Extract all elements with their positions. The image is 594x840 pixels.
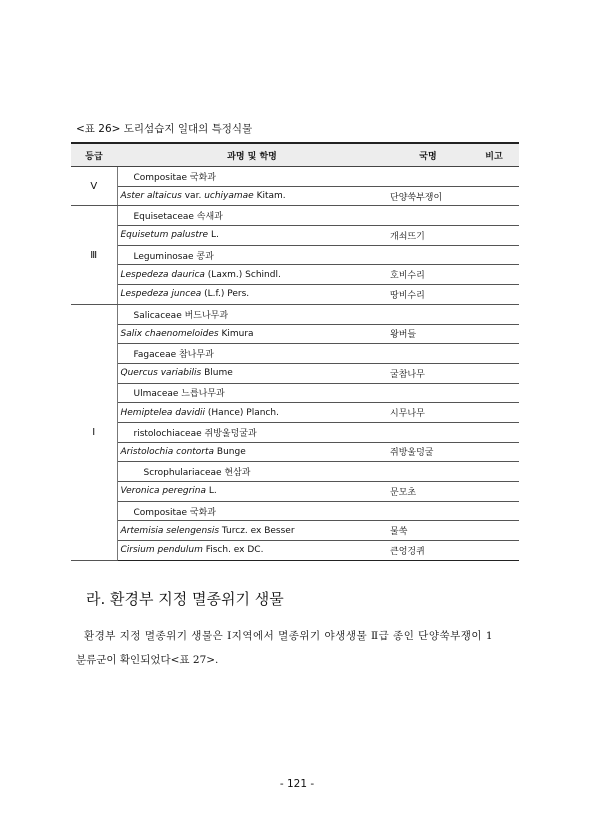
grade-cell: Ⅰ: [71, 304, 117, 560]
body-paragraph: [76, 624, 522, 672]
family-name-cell: Compositae 국화과: [117, 501, 387, 521]
family-name-cell: Ulmaceae 느릅나무과: [117, 383, 387, 403]
korean-name-cell: [387, 462, 469, 482]
korean-name-cell: [387, 383, 469, 403]
family-row: [71, 304, 519, 324]
scientific-name-cell: [117, 541, 387, 561]
korean-name-cell: [387, 501, 469, 521]
korean-name-cell: [387, 304, 469, 324]
remark-cell: [469, 265, 519, 285]
scientific-name-cell: [117, 363, 387, 383]
family-name-cell: Salicaceae 버드나무과: [117, 304, 387, 324]
author-citation: L.: [206, 486, 217, 497]
header-korean-name: 국명: [387, 143, 469, 167]
scientific-name-cell: [117, 442, 387, 462]
family-row: [71, 167, 519, 187]
korean-name-cell: [387, 245, 469, 265]
header-grade: 등급: [71, 143, 117, 167]
korean-name-cell: [387, 167, 469, 187]
remark-cell: [469, 501, 519, 521]
korean-name-cell: 굴참나무: [387, 363, 469, 383]
table-body: [71, 167, 519, 561]
paragraph-line-1: 환경부 지정 멸종위기 생물은 Ⅰ지역에서 멸종위기 야생생물 Ⅱ급 종인 단양쑥부쟁이 1: [84, 630, 494, 642]
korean-name-cell: [387, 422, 469, 442]
family-name-cell: Compositae 국화과: [117, 167, 387, 187]
section-title: 라. 환경부 지정 멸종위기 생물: [86, 590, 284, 608]
infraspecific-epithet: uchiyamae: [204, 191, 254, 202]
remark-cell: [469, 521, 519, 541]
author-citation: (L.f.) Pers.: [201, 289, 250, 300]
scientific-name-cell: [117, 285, 387, 305]
scientific-name-cell: [117, 403, 387, 423]
table-caption: <표 26> 도리섬습지 일대의 특정식물: [76, 123, 253, 135]
species-binomial: Artemisia selengensis: [120, 525, 220, 536]
species-row: [71, 482, 519, 502]
author-citation: Kimura: [218, 328, 254, 339]
species-binomial: Salix chaenomeloides: [120, 328, 219, 339]
remark-cell: [469, 541, 519, 561]
table-header-row: [71, 143, 519, 167]
scientific-name-cell: [117, 226, 387, 246]
species-row: [71, 186, 519, 206]
family-row: [71, 206, 519, 226]
remark-cell: [469, 422, 519, 442]
remark-cell: [469, 167, 519, 187]
species-row: [71, 324, 519, 344]
korean-name-cell: 호비수리: [387, 265, 469, 285]
species-row: [71, 521, 519, 541]
korean-name-cell: 문모초: [387, 482, 469, 502]
species-row: [71, 363, 519, 383]
remark-cell: [469, 206, 519, 226]
korean-name-cell: 왕버들: [387, 324, 469, 344]
header-remark: 비고: [469, 143, 519, 167]
family-name-cell: Fagaceae 참나무과: [117, 344, 387, 364]
author-citation: (Laxm.) Schindl.: [204, 269, 281, 280]
scientific-name-cell: [117, 186, 387, 206]
remark-cell: [469, 324, 519, 344]
remark-cell: [469, 462, 519, 482]
remark-cell: [469, 363, 519, 383]
species-row: [71, 285, 519, 305]
family-row: [71, 501, 519, 521]
species-binomial: Equisetum palustre: [120, 230, 209, 241]
grade-cell: Ⅲ: [71, 206, 117, 304]
korean-name-cell: 쥐방울덩굴: [387, 442, 469, 462]
species-binomial: Veronica peregrina: [120, 486, 207, 497]
species-row: [71, 541, 519, 561]
korean-name-cell: [387, 344, 469, 364]
species-row: [71, 442, 519, 462]
family-name-cell: Leguminosae 콩과: [117, 245, 387, 265]
author-citation: Kitam.: [253, 191, 286, 202]
grade-cell: Ⅴ: [71, 167, 117, 206]
specific-plants-table: [71, 142, 519, 561]
page-number: - 121 -: [279, 778, 315, 790]
korean-name-cell: 시무나무: [387, 403, 469, 423]
remark-cell: [469, 186, 519, 206]
remark-cell: [469, 482, 519, 502]
family-row: [71, 383, 519, 403]
remark-cell: [469, 383, 519, 403]
remark-cell: [469, 344, 519, 364]
species-binomial: Cirsium pendulum: [120, 545, 203, 556]
remark-cell: [469, 403, 519, 423]
korean-name-cell: [387, 206, 469, 226]
korean-name-cell: 물쑥: [387, 521, 469, 541]
family-row: [71, 344, 519, 364]
korean-name-cell: 개쇠뜨기: [387, 226, 469, 246]
family-row: [71, 462, 519, 482]
korean-name-cell: 큰엉겅퀴: [387, 541, 469, 561]
header-name: 과명 및 학명: [117, 143, 387, 167]
species-row: [71, 265, 519, 285]
species-row: [71, 226, 519, 246]
paragraph-line-2: 분류군이 확인되었다<표 27>.: [76, 654, 219, 666]
remark-cell: [469, 245, 519, 265]
author-citation: (Hance) Planch.: [205, 407, 279, 418]
remark-cell: [469, 442, 519, 462]
species-binomial: Aster altaicus: [120, 191, 182, 202]
scientific-name-cell: [117, 265, 387, 285]
species-binomial: Aristolochia contorta: [120, 446, 215, 457]
scientific-name-cell: [117, 521, 387, 541]
korean-name-cell: 땅비수리: [387, 285, 469, 305]
scientific-name-cell: [117, 482, 387, 502]
species-binomial: Hemiptelea davidii: [120, 407, 206, 418]
remark-cell: [469, 226, 519, 246]
species-binomial: Lespedeza juncea: [120, 289, 202, 300]
korean-name-cell: 단양쑥부쟁이: [387, 186, 469, 206]
remark-cell: [469, 285, 519, 305]
author-citation: Blume: [201, 368, 233, 379]
family-row: [71, 422, 519, 442]
species-binomial: Quercus variabilis: [120, 368, 202, 379]
family-row: [71, 245, 519, 265]
rank-marker: var.: [181, 191, 205, 202]
author-citation: Fisch. ex DC.: [202, 545, 264, 556]
species-binomial: Lespedeza daurica: [120, 269, 205, 280]
scientific-name-cell: [117, 324, 387, 344]
family-name-cell: Scrophulariaceae 현삼과: [117, 462, 387, 482]
family-name-cell: ristolochiaceae 쥐방울덩굴과: [117, 422, 387, 442]
author-citation: Bunge: [214, 446, 246, 457]
species-row: [71, 403, 519, 423]
author-citation: L.: [208, 230, 219, 241]
family-name-cell: Equisetaceae 속새과: [117, 206, 387, 226]
remark-cell: [469, 304, 519, 324]
author-citation: Turcz. ex Besser: [219, 525, 295, 536]
